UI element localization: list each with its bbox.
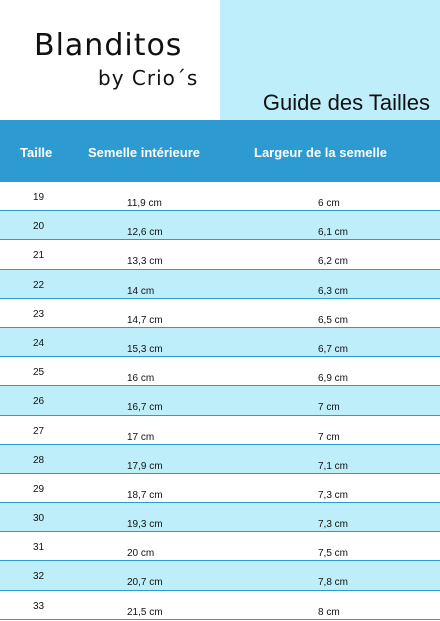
sole-width-cell: 7 cm xyxy=(318,402,340,414)
inner-sole-cell: 14,7 cm xyxy=(127,314,163,326)
inner-sole-cell: 12,6 cm xyxy=(127,227,163,239)
column-header-inner-sole: Semelle intérieure xyxy=(88,145,200,160)
size-cell: 32 xyxy=(33,571,45,583)
sole-width-cell: 6,9 cm xyxy=(318,373,349,385)
size-cell: 24 xyxy=(33,337,45,349)
sole-width-cell: 6 cm xyxy=(318,198,340,209)
table-row xyxy=(0,328,440,357)
inner-sole-cell: 19,3 cm xyxy=(127,519,163,531)
sole-width-cell: 7 cm xyxy=(318,431,340,443)
size-table-body xyxy=(0,182,440,620)
inner-sole-cell: 14 cm xyxy=(127,285,155,297)
inner-sole-cell: 18,7 cm xyxy=(127,489,163,501)
table-row xyxy=(0,474,440,503)
sole-width-cell: 6,7 cm xyxy=(318,343,349,355)
sole-width-cell: 6,5 cm xyxy=(318,314,349,326)
size-cell: 21 xyxy=(33,250,45,262)
size-cell: 31 xyxy=(33,542,45,554)
table-row xyxy=(0,270,440,299)
size-cell: 23 xyxy=(33,308,45,320)
table-row xyxy=(0,357,440,386)
table-row xyxy=(0,561,440,590)
size-cell: 26 xyxy=(33,396,45,408)
column-header-size: Taille xyxy=(20,145,53,160)
inner-sole-cell: 17 cm xyxy=(127,431,155,443)
size-cell: 20 xyxy=(33,221,45,233)
sole-width-cell: 6,3 cm xyxy=(318,285,349,297)
table-row xyxy=(0,445,440,474)
size-cell: 30 xyxy=(33,513,45,525)
inner-sole-cell: 21,5 cm xyxy=(127,606,163,618)
inner-sole-cell: 16 cm xyxy=(127,373,155,385)
inner-sole-cell: 20,7 cm xyxy=(127,577,163,589)
table-row xyxy=(0,240,440,269)
table-header-row xyxy=(0,120,440,182)
sole-width-cell: 6,2 cm xyxy=(318,256,349,268)
brand-name: Blanditos xyxy=(34,28,183,63)
table-row xyxy=(0,299,440,328)
table-row xyxy=(0,503,440,532)
sole-width-cell: 8 cm xyxy=(318,606,340,618)
sole-width-cell: 7,5 cm xyxy=(318,548,349,560)
sole-width-cell: 7,8 cm xyxy=(318,577,349,589)
inner-sole-cell: 16,7 cm xyxy=(127,402,163,414)
inner-sole-cell: 20 cm xyxy=(127,548,155,560)
table-row xyxy=(0,591,440,620)
table-row xyxy=(0,211,440,240)
sole-width-cell: 7,1 cm xyxy=(318,460,349,472)
inner-sole-cell: 15,3 cm xyxy=(127,343,163,355)
table-row xyxy=(0,532,440,561)
size-cell: 33 xyxy=(33,600,45,612)
inner-sole-cell: 11,9 cm xyxy=(127,198,162,209)
size-cell: 28 xyxy=(33,454,45,466)
inner-sole-cell: 13,3 cm xyxy=(127,256,163,268)
size-cell: 25 xyxy=(33,367,45,379)
size-cell: 22 xyxy=(33,279,45,291)
sole-width-cell: 7,3 cm xyxy=(318,519,349,531)
brand-logo xyxy=(0,0,220,120)
sole-width-cell: 7,3 cm xyxy=(318,489,349,501)
sole-width-cell: 6,1 cm xyxy=(318,227,349,239)
column-header-sole-width: Largeur de la semelle xyxy=(254,145,387,160)
table-row xyxy=(0,182,440,211)
inner-sole-cell: 17,9 cm xyxy=(127,460,163,472)
table-row xyxy=(0,416,440,445)
size-cell: 19 xyxy=(33,192,45,203)
size-cell: 29 xyxy=(33,483,45,495)
table-row xyxy=(0,386,440,415)
page-title: Guide des Tailles xyxy=(262,90,430,115)
brand-tagline: by Crio´s xyxy=(98,66,199,90)
page-header xyxy=(0,0,440,120)
title-panel xyxy=(220,0,440,120)
size-cell: 27 xyxy=(33,425,45,437)
